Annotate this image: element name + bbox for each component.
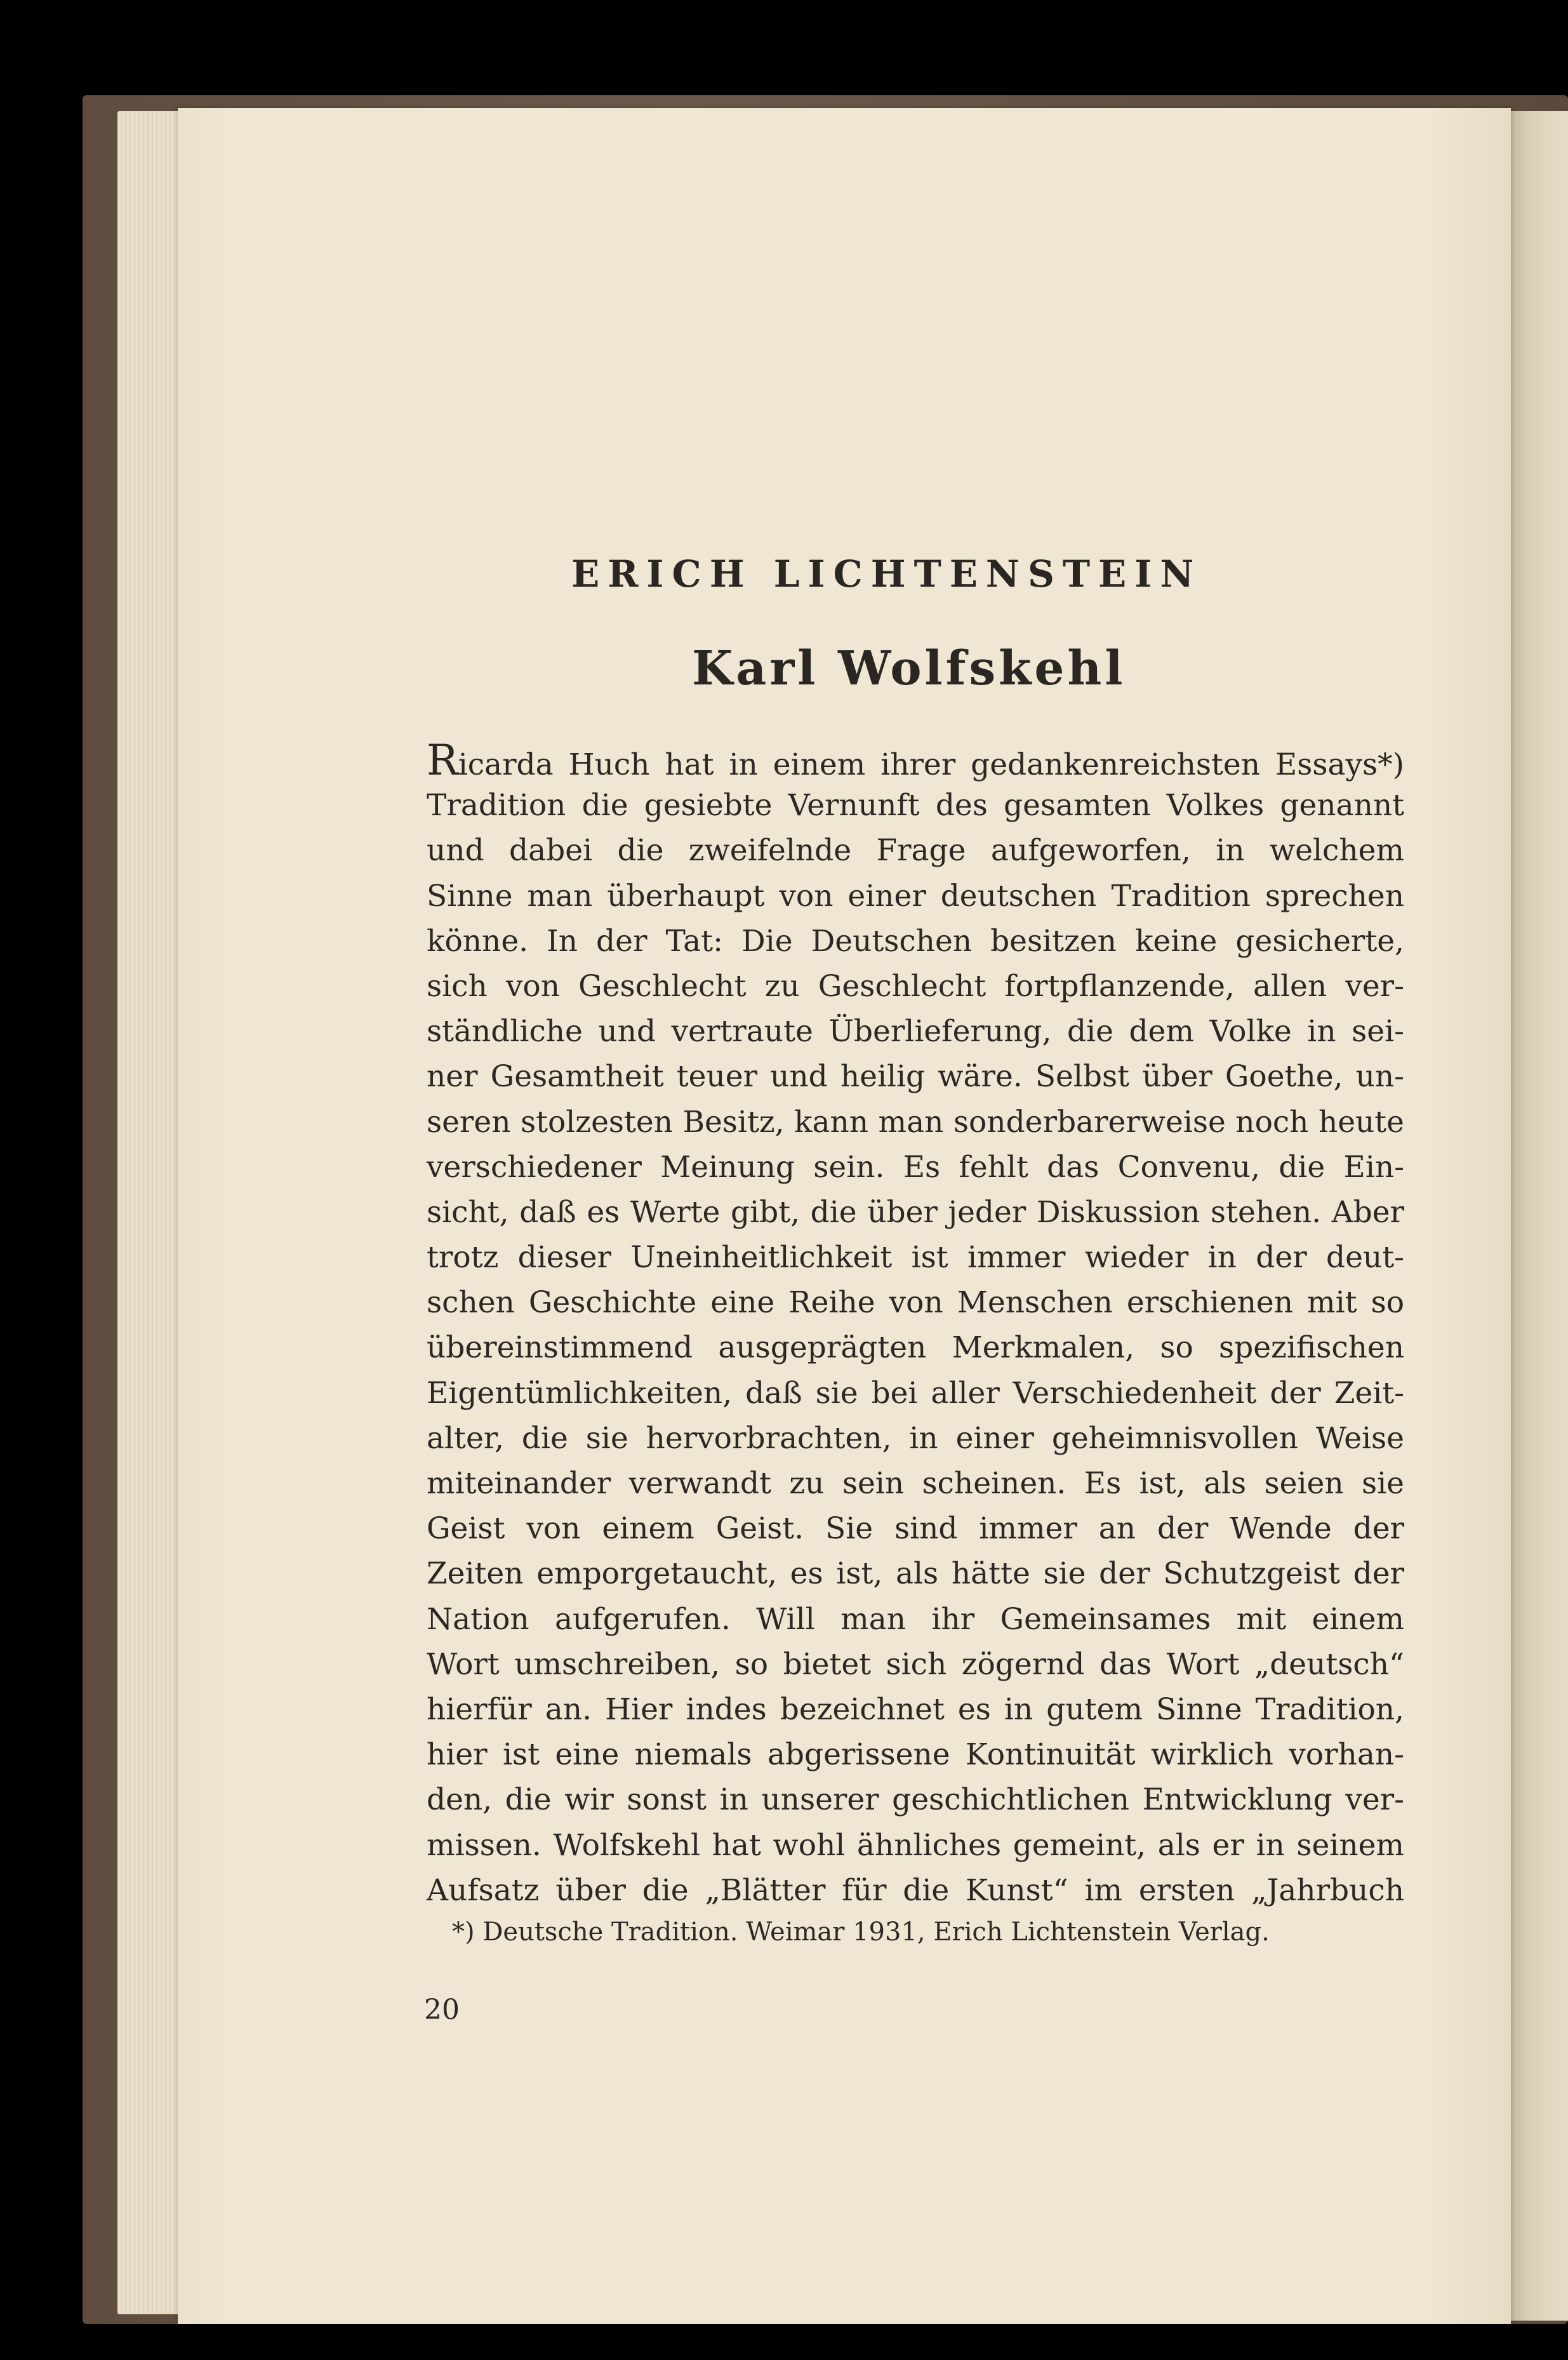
body-line: Aufsatz über die „Blätter für die Kunst“ im ersten „Jahrbuch: [427, 1872, 1404, 1908]
body-line: hierfür an. Hier indes bezeichnet es in gutem Sinne Tradition,: [427, 1691, 1404, 1727]
body-line: ständliche und vertraute Überlieferung, die dem Volke in sei-: [427, 1014, 1404, 1050]
page-number: 20: [424, 1994, 460, 2026]
essay-title: Karl Wolfskehl: [692, 641, 1126, 696]
body-line: und dabei die zweifelnde Frage aufgeworfen, in welchem: [427, 833, 1404, 869]
body-line: Ricarda Huch hat in einem ihrer gedankenreichsten Essays*): [427, 736, 1404, 785]
body-text: [427, 738, 1404, 1913]
body-line: sich von Geschlecht zu Geschlecht fortpflanzende, allen ver-: [427, 968, 1404, 1004]
body-line: Zeiten emporgetaucht, es ist, als hätte sie der Schutzgeist der: [427, 1556, 1404, 1592]
body-line: Geist von einem Geist. Sie sind immer an der Wende der: [427, 1511, 1404, 1547]
body-line: miteinander verwandt zu sein scheinen. Es ist, als seien sie: [427, 1466, 1404, 1501]
body-line: verschiedener Meinung sein. Es fehlt das Convenu, die Ein-: [427, 1149, 1404, 1185]
body-line: übereinstimmend ausgeprägten Merkmalen, so spezifischen: [427, 1330, 1404, 1366]
body-line: ner Gesamtheit teuer und heilig wäre. Selbst über Goethe, un-: [427, 1059, 1404, 1095]
next-page-edge: [1508, 111, 1568, 2321]
body-line: schen Geschichte eine Reihe von Menschen erschienen mit so: [427, 1285, 1404, 1321]
body-line: Eigentümlichkeiten, daß sie bei aller Verschiedenheit der Zeit-: [427, 1375, 1404, 1411]
body-line: den, die wir sonst in unserer geschichtlichen Entwicklung ver-: [427, 1782, 1404, 1818]
footnote: *) Deutsche Tradition. Weimar 1931, Erich Lichtenstein Verlag.: [452, 1917, 1270, 1947]
body-line: könne. In der Tat: Die Deutschen besitzen keine gesicherte,: [427, 923, 1404, 959]
body-line: missen. Wolfskehl hat wohl ähnliches gemeint, als er in seinem: [427, 1827, 1404, 1863]
body-line: trotz dieser Uneinheitlichkeit ist immer wieder in der deut-: [427, 1240, 1404, 1276]
body-line: Tradition die gesiebte Vernunft des gesamten Volkes genannt: [427, 788, 1404, 823]
author-heading: ERICH LICHTENSTEIN: [571, 552, 1202, 596]
body-line: Sinne man überhaupt von einer deutschen Tradition sprechen: [427, 878, 1404, 914]
body-line: Nation aufgerufen. Will man ihr Gemeinsames mit einem: [427, 1601, 1404, 1637]
body-line: sicht, daß es Werte gibt, die über jeder Diskussion stehen. Aber: [427, 1194, 1404, 1230]
body-line: Wort umschreiben, so bietet sich zögernd das Wort „deutsch“: [427, 1646, 1404, 1682]
body-line: hier ist eine niemals abgerissene Kontinuität wirklich vorhan-: [427, 1737, 1404, 1773]
body-line: alter, die sie hervorbrachten, in einer geheimnisvollen Weise: [427, 1420, 1404, 1456]
initial-letter: R: [427, 736, 458, 785]
page-edges: [117, 111, 187, 2314]
body-line: seren stolzesten Besitz, kann man sonderbarerweise noch heute: [427, 1104, 1404, 1140]
